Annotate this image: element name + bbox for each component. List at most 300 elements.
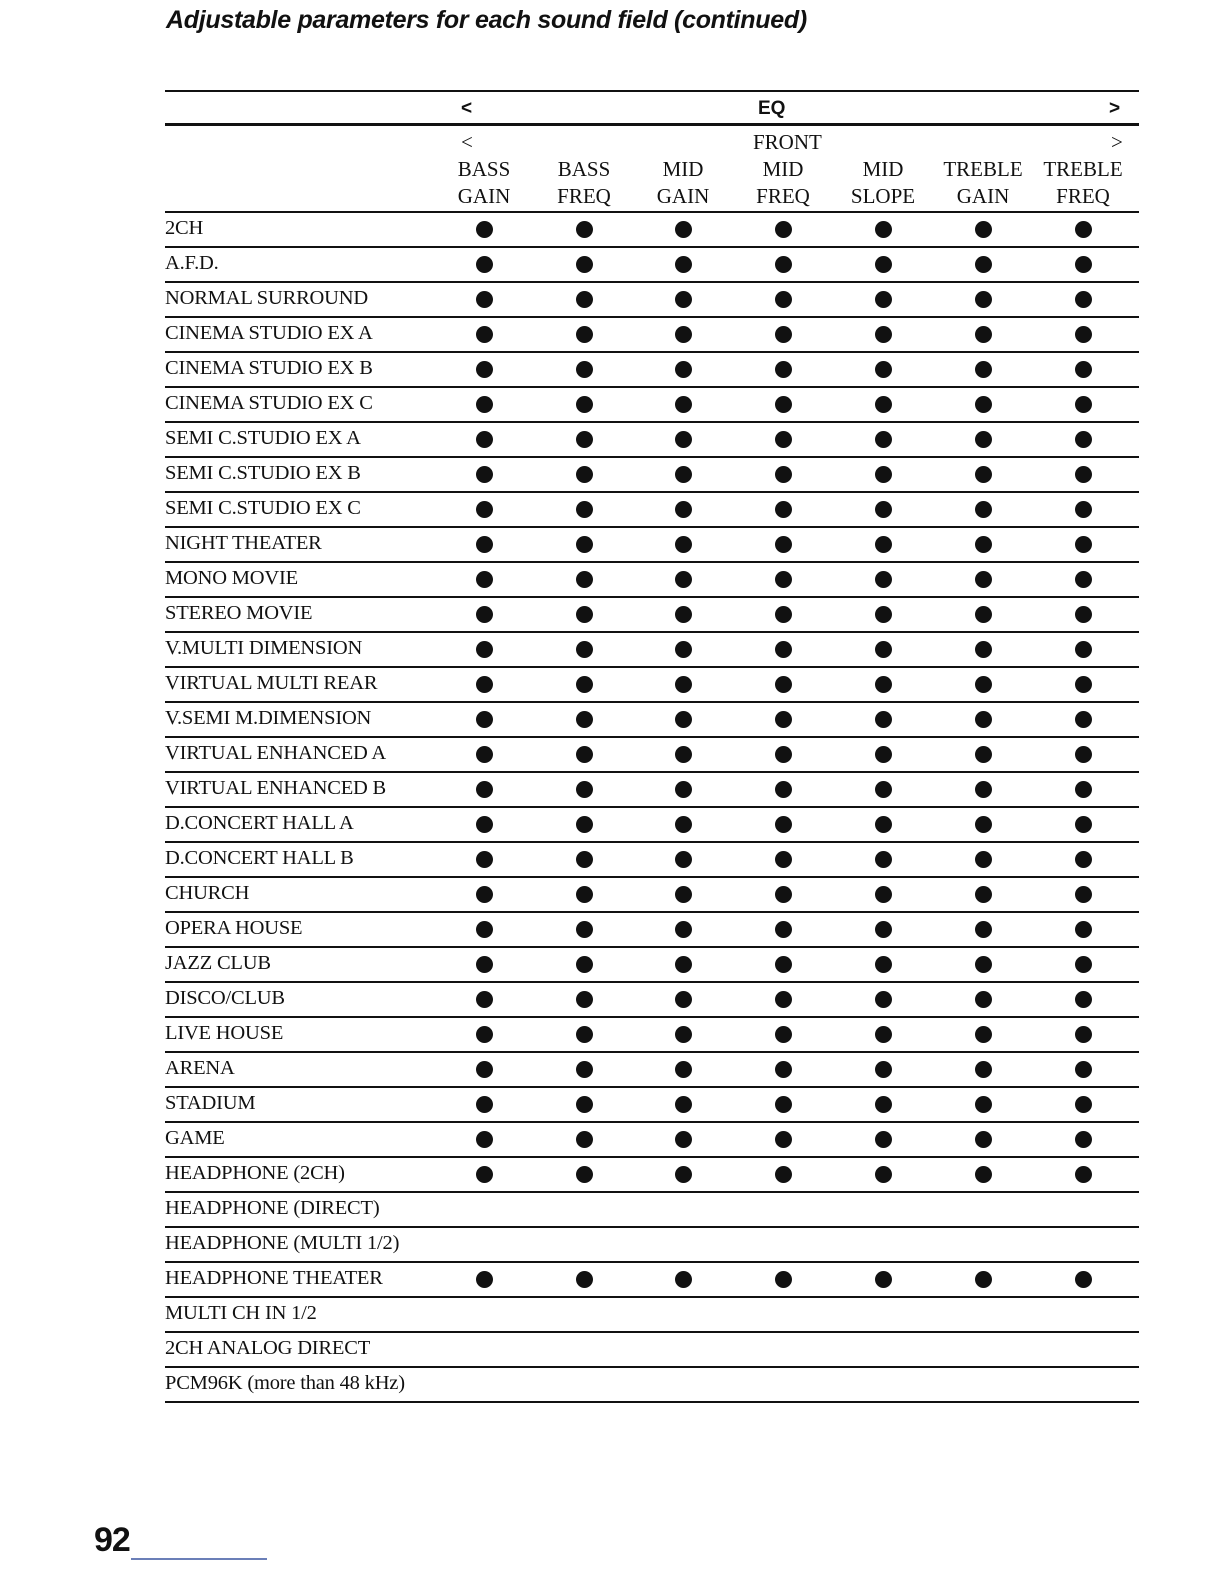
adjustable-dot-icon xyxy=(675,606,692,623)
adjustable-dot-icon xyxy=(875,1026,892,1043)
table-row xyxy=(165,563,1139,598)
column-header-line1: BASS xyxy=(457,157,511,181)
adjustable-dot-icon xyxy=(675,256,692,273)
adjustable-dot-icon xyxy=(675,746,692,763)
table-row xyxy=(165,633,1139,668)
table-row xyxy=(165,773,1139,808)
column-header-line2: FREQ xyxy=(756,184,810,208)
adjustable-dot-icon xyxy=(775,361,792,378)
adjustable-dot-icon xyxy=(476,501,493,518)
adjustable-dot-icon xyxy=(775,921,792,938)
adjustable-dot-icon xyxy=(675,1096,692,1113)
adjustable-dot-icon xyxy=(975,1166,992,1183)
adjustable-dot-icon xyxy=(675,1026,692,1043)
sound-field-label: HEADPHONE (MULTI 1/2) xyxy=(165,1232,400,1254)
adjustable-dot-icon xyxy=(775,1096,792,1113)
column-header xyxy=(933,156,1033,210)
column-header-line2: GAIN xyxy=(457,184,511,208)
column-header xyxy=(733,156,833,210)
adjustable-dot-icon xyxy=(576,326,593,343)
table-row xyxy=(165,283,1139,318)
adjustable-dot-icon xyxy=(775,1061,792,1078)
sound-field-label: A.F.D. xyxy=(165,252,219,274)
adjustable-dot-icon xyxy=(1075,1026,1092,1043)
adjustable-dot-icon xyxy=(476,431,493,448)
sound-field-label: LIVE HOUSE xyxy=(165,1022,284,1044)
adjustable-dot-icon xyxy=(476,1131,493,1148)
table-row xyxy=(165,843,1139,878)
eq-title: EQ xyxy=(758,98,786,119)
adjustable-dot-icon xyxy=(875,1061,892,1078)
adjustable-dot-icon xyxy=(675,641,692,658)
adjustable-dot-icon xyxy=(476,816,493,833)
adjustable-dot-icon xyxy=(675,396,692,413)
adjustable-dot-icon xyxy=(1075,396,1092,413)
adjustable-dot-icon xyxy=(975,1026,992,1043)
adjustable-dot-icon xyxy=(675,851,692,868)
adjustable-dot-icon xyxy=(576,536,593,553)
adjustable-dot-icon xyxy=(1075,746,1092,763)
adjustable-dot-icon xyxy=(875,1271,892,1288)
table-row xyxy=(165,1018,1139,1053)
adjustable-dot-icon xyxy=(775,396,792,413)
adjustable-dot-icon xyxy=(775,536,792,553)
adjustable-dot-icon xyxy=(775,291,792,308)
adjustable-dot-icon xyxy=(476,1096,493,1113)
adjustable-dot-icon xyxy=(875,1166,892,1183)
adjustable-dot-icon xyxy=(576,361,593,378)
table-row xyxy=(165,703,1139,738)
sound-field-label: JAZZ CLUB xyxy=(165,952,271,974)
column-header xyxy=(434,156,534,210)
table-row xyxy=(165,738,1139,773)
adjustable-dot-icon xyxy=(1075,326,1092,343)
column-header xyxy=(633,156,733,210)
sound-field-label: CINEMA STUDIO EX A xyxy=(165,322,373,344)
page-number: 92 xyxy=(94,1521,130,1559)
sound-field-label: 2CH ANALOG DIRECT xyxy=(165,1337,371,1359)
adjustable-dot-icon xyxy=(1075,641,1092,658)
adjustable-dot-icon xyxy=(975,816,992,833)
adjustable-dot-icon xyxy=(476,606,493,623)
table-row xyxy=(165,213,1139,248)
adjustable-dot-icon xyxy=(1075,991,1092,1008)
adjustable-dot-icon xyxy=(875,571,892,588)
adjustable-dot-icon xyxy=(775,641,792,658)
sound-field-label: VIRTUAL ENHANCED B xyxy=(165,777,387,799)
front-title: FRONT xyxy=(753,130,822,154)
sound-field-label: NIGHT THEATER xyxy=(165,532,322,554)
sound-field-label: STADIUM xyxy=(165,1092,256,1114)
column-header-line2: FREQ xyxy=(557,184,611,208)
table-row xyxy=(165,913,1139,948)
table-row xyxy=(165,423,1139,458)
adjustable-dot-icon xyxy=(576,1166,593,1183)
adjustable-dot-icon xyxy=(675,711,692,728)
adjustable-dot-icon xyxy=(875,746,892,763)
adjustable-dot-icon xyxy=(1075,886,1092,903)
adjustable-dot-icon xyxy=(675,1166,692,1183)
front-left-arrow: < xyxy=(461,130,473,154)
column-header-line2: GAIN xyxy=(956,184,1010,208)
adjustable-dot-icon xyxy=(476,256,493,273)
sound-field-label: D.CONCERT HALL B xyxy=(165,847,354,869)
sound-field-label: VIRTUAL MULTI REAR xyxy=(165,672,378,694)
adjustable-dot-icon xyxy=(775,1131,792,1148)
sound-field-label: CHURCH xyxy=(165,882,250,904)
adjustable-dot-icon xyxy=(775,606,792,623)
sound-field-label: VIRTUAL ENHANCED A xyxy=(165,742,387,764)
sound-field-label: SEMI C.STUDIO EX C xyxy=(165,497,361,519)
adjustable-dot-icon xyxy=(1075,431,1092,448)
adjustable-dot-icon xyxy=(775,781,792,798)
adjustable-dot-icon xyxy=(476,991,493,1008)
adjustable-dot-icon xyxy=(975,676,992,693)
column-header-line2: SLOPE xyxy=(850,184,916,208)
adjustable-dot-icon xyxy=(675,676,692,693)
adjustable-dot-icon xyxy=(576,641,593,658)
adjustable-dot-icon xyxy=(675,291,692,308)
sound-field-label: ARENA xyxy=(165,1057,235,1079)
adjustable-dot-icon xyxy=(675,1271,692,1288)
adjustable-dot-icon xyxy=(775,256,792,273)
adjustable-dot-icon xyxy=(675,501,692,518)
adjustable-dot-icon xyxy=(576,606,593,623)
adjustable-dot-icon xyxy=(1075,1271,1092,1288)
adjustable-dot-icon xyxy=(775,1026,792,1043)
adjustable-dot-icon xyxy=(975,1061,992,1078)
table-row xyxy=(165,1193,1139,1228)
adjustable-dot-icon xyxy=(476,466,493,483)
adjustable-dot-icon xyxy=(1075,501,1092,518)
adjustable-dot-icon xyxy=(775,466,792,483)
adjustable-dot-icon xyxy=(975,606,992,623)
adjustable-dot-icon xyxy=(576,501,593,518)
adjustable-dot-icon xyxy=(875,711,892,728)
adjustable-dot-icon xyxy=(675,921,692,938)
adjustable-dot-icon xyxy=(775,851,792,868)
sound-field-label: HEADPHONE (DIRECT) xyxy=(165,1197,380,1219)
adjustable-dot-icon xyxy=(1075,571,1092,588)
sound-field-label: HEADPHONE THEATER xyxy=(165,1267,383,1289)
adjustable-dot-icon xyxy=(975,536,992,553)
adjustable-dot-icon xyxy=(1075,221,1092,238)
adjustable-dot-icon xyxy=(476,746,493,763)
adjustable-dot-icon xyxy=(975,921,992,938)
table-row xyxy=(165,1088,1139,1123)
adjustable-dot-icon xyxy=(476,396,493,413)
adjustable-dot-icon xyxy=(576,711,593,728)
table-row xyxy=(165,1123,1139,1158)
adjustable-dot-icon xyxy=(875,1131,892,1148)
adjustable-dot-icon xyxy=(476,886,493,903)
adjustable-dot-icon xyxy=(576,781,593,798)
sound-field-label: PCM96K (more than 48 kHz) xyxy=(165,1372,405,1394)
adjustable-dot-icon xyxy=(476,1026,493,1043)
adjustable-dot-icon xyxy=(975,466,992,483)
adjustable-dot-icon xyxy=(1075,921,1092,938)
adjustable-dot-icon xyxy=(875,466,892,483)
table-row xyxy=(165,458,1139,493)
adjustable-dot-icon xyxy=(476,781,493,798)
adjustable-dot-icon xyxy=(875,361,892,378)
table-row xyxy=(165,668,1139,703)
adjustable-dot-icon xyxy=(775,326,792,343)
sound-field-label: V.SEMI M.DIMENSION xyxy=(165,707,372,729)
adjustable-dot-icon xyxy=(1075,1061,1092,1078)
adjustable-dot-icon xyxy=(1075,851,1092,868)
eq-left-arrow: < xyxy=(461,98,473,119)
adjustable-dot-icon xyxy=(975,711,992,728)
table-row xyxy=(165,318,1139,353)
table-row xyxy=(165,1368,1139,1403)
column-header-line1: TREBLE xyxy=(1043,157,1123,181)
adjustable-dot-icon xyxy=(975,396,992,413)
sound-field-label: DISCO/CLUB xyxy=(165,987,285,1009)
column-header xyxy=(534,156,634,210)
adjustable-dot-icon xyxy=(775,221,792,238)
adjustable-dot-icon xyxy=(875,221,892,238)
adjustable-dot-icon xyxy=(576,851,593,868)
adjustable-dot-icon xyxy=(576,746,593,763)
adjustable-dot-icon xyxy=(975,1271,992,1288)
adjustable-dot-icon xyxy=(576,676,593,693)
adjustable-dot-icon xyxy=(1075,466,1092,483)
adjustable-dot-icon xyxy=(875,606,892,623)
table-row xyxy=(165,598,1139,633)
adjustable-dot-icon xyxy=(476,921,493,938)
adjustable-dot-icon xyxy=(675,956,692,973)
adjustable-dot-icon xyxy=(476,641,493,658)
table-row xyxy=(165,248,1139,283)
adjustable-dot-icon xyxy=(576,466,593,483)
adjustable-dot-icon xyxy=(576,956,593,973)
adjustable-dot-icon xyxy=(975,1096,992,1113)
adjustable-dot-icon xyxy=(875,501,892,518)
adjustable-dot-icon xyxy=(875,816,892,833)
table-row xyxy=(165,1053,1139,1088)
sound-field-label: MONO MOVIE xyxy=(165,567,298,589)
adjustable-dot-icon xyxy=(875,431,892,448)
adjustable-dot-icon xyxy=(675,221,692,238)
adjustable-dot-icon xyxy=(576,1096,593,1113)
column-header-line1: MID xyxy=(862,157,904,181)
table-row xyxy=(165,493,1139,528)
adjustable-dot-icon xyxy=(576,1271,593,1288)
adjustable-dot-icon xyxy=(875,781,892,798)
column-header xyxy=(833,156,933,210)
sound-field-label: HEADPHONE (2CH) xyxy=(165,1162,345,1184)
adjustable-dot-icon xyxy=(476,571,493,588)
table-row xyxy=(165,528,1139,563)
front-right-arrow: > xyxy=(1111,130,1123,154)
table-row xyxy=(165,948,1139,983)
footer-divider xyxy=(131,1558,267,1560)
table-row xyxy=(165,1298,1139,1333)
eq-right-arrow: > xyxy=(1109,98,1121,119)
adjustable-dot-icon xyxy=(775,501,792,518)
adjustable-dot-icon xyxy=(576,1131,593,1148)
adjustable-dot-icon xyxy=(476,1061,493,1078)
column-header-line2: FREQ xyxy=(1056,184,1110,208)
adjustable-dot-icon xyxy=(476,326,493,343)
adjustable-dot-icon xyxy=(975,431,992,448)
adjustable-dot-icon xyxy=(476,361,493,378)
sound-field-label: V.MULTI DIMENSION xyxy=(165,637,363,659)
adjustable-dot-icon xyxy=(1075,536,1092,553)
adjustable-dot-icon xyxy=(875,396,892,413)
table-row xyxy=(165,388,1139,423)
adjustable-dot-icon xyxy=(476,711,493,728)
adjustable-dot-icon xyxy=(576,571,593,588)
column-header-line2: GAIN xyxy=(656,184,710,208)
front-group-header xyxy=(165,130,1139,152)
table-row xyxy=(165,353,1139,388)
table-row xyxy=(165,878,1139,913)
adjustable-dot-icon xyxy=(476,676,493,693)
adjustable-dot-icon xyxy=(875,536,892,553)
adjustable-dot-icon xyxy=(476,291,493,308)
adjustable-dot-icon xyxy=(675,816,692,833)
adjustable-dot-icon xyxy=(576,256,593,273)
sound-field-label: 2CH xyxy=(165,217,204,239)
adjustable-dot-icon xyxy=(975,291,992,308)
adjustable-dot-icon xyxy=(775,746,792,763)
adjustable-dot-icon xyxy=(675,1131,692,1148)
adjustable-dot-icon xyxy=(875,291,892,308)
adjustable-dot-icon xyxy=(1075,676,1092,693)
adjustable-dot-icon xyxy=(975,571,992,588)
adjustable-dot-icon xyxy=(775,431,792,448)
page-title: Adjustable parameters for each sound field (continued) xyxy=(166,6,807,34)
adjustable-dot-icon xyxy=(1075,781,1092,798)
column-header xyxy=(1033,156,1133,210)
table-row xyxy=(165,983,1139,1018)
adjustable-dot-icon xyxy=(975,501,992,518)
adjustable-dot-icon xyxy=(576,816,593,833)
adjustable-dot-icon xyxy=(675,886,692,903)
adjustable-dot-icon xyxy=(875,1096,892,1113)
eq-group-header xyxy=(165,90,1139,126)
adjustable-dot-icon xyxy=(1075,256,1092,273)
adjustable-dot-icon xyxy=(476,851,493,868)
adjustable-dot-icon xyxy=(1075,711,1092,728)
sound-field-label: D.CONCERT HALL A xyxy=(165,812,354,834)
adjustable-dot-icon xyxy=(675,361,692,378)
adjustable-dot-icon xyxy=(975,956,992,973)
adjustable-dot-icon xyxy=(775,816,792,833)
adjustable-dot-icon xyxy=(875,921,892,938)
adjustable-dot-icon xyxy=(875,991,892,1008)
adjustable-dot-icon xyxy=(975,256,992,273)
adjustable-dot-icon xyxy=(576,1061,593,1078)
adjustable-dot-icon xyxy=(975,326,992,343)
adjustable-dot-icon xyxy=(476,1271,493,1288)
sound-field-label: NORMAL SURROUND xyxy=(165,287,368,309)
adjustable-dot-icon xyxy=(975,781,992,798)
adjustable-dot-icon xyxy=(675,326,692,343)
parameter-table xyxy=(165,213,1139,1403)
sound-field-label: GAME xyxy=(165,1127,225,1149)
adjustable-dot-icon xyxy=(875,886,892,903)
adjustable-dot-icon xyxy=(875,326,892,343)
adjustable-dot-icon xyxy=(975,641,992,658)
adjustable-dot-icon xyxy=(675,431,692,448)
adjustable-dot-icon xyxy=(775,1271,792,1288)
adjustable-dot-icon xyxy=(1075,956,1092,973)
adjustable-dot-icon xyxy=(975,851,992,868)
adjustable-dot-icon xyxy=(1075,816,1092,833)
adjustable-dot-icon xyxy=(775,991,792,1008)
sound-field-label: STEREO MOVIE xyxy=(165,602,313,624)
adjustable-dot-icon xyxy=(775,571,792,588)
sound-field-label: SEMI C.STUDIO EX B xyxy=(165,462,361,484)
adjustable-dot-icon xyxy=(576,991,593,1008)
adjustable-dot-icon xyxy=(975,221,992,238)
adjustable-dot-icon xyxy=(1075,1096,1092,1113)
adjustable-dot-icon xyxy=(576,921,593,938)
adjustable-dot-icon xyxy=(875,956,892,973)
adjustable-dot-icon xyxy=(675,536,692,553)
column-header-line1: TREBLE xyxy=(943,157,1023,181)
adjustable-dot-icon xyxy=(675,571,692,588)
table-row xyxy=(165,1228,1139,1263)
adjustable-dot-icon xyxy=(576,1026,593,1043)
adjustable-dot-icon xyxy=(775,886,792,903)
sound-field-label: SEMI C.STUDIO EX A xyxy=(165,427,361,449)
adjustable-dot-icon xyxy=(775,676,792,693)
adjustable-dot-icon xyxy=(775,956,792,973)
adjustable-dot-icon xyxy=(975,1131,992,1148)
column-header-line1: MID xyxy=(762,157,804,181)
adjustable-dot-icon xyxy=(775,711,792,728)
table-row xyxy=(165,1333,1139,1368)
adjustable-dot-icon xyxy=(975,361,992,378)
adjustable-dot-icon xyxy=(975,746,992,763)
sound-field-label: OPERA HOUSE xyxy=(165,917,303,939)
adjustable-dot-icon xyxy=(576,291,593,308)
adjustable-dot-icon xyxy=(875,641,892,658)
adjustable-dot-icon xyxy=(576,396,593,413)
adjustable-dot-icon xyxy=(675,991,692,1008)
column-header-line1: BASS xyxy=(557,157,611,181)
table-row xyxy=(165,1263,1139,1298)
adjustable-dot-icon xyxy=(476,221,493,238)
adjustable-dot-icon xyxy=(975,991,992,1008)
adjustable-dot-icon xyxy=(476,956,493,973)
adjustable-dot-icon xyxy=(875,851,892,868)
adjustable-dot-icon xyxy=(1075,606,1092,623)
table-row xyxy=(165,808,1139,843)
adjustable-dot-icon xyxy=(476,536,493,553)
adjustable-dot-icon xyxy=(1075,361,1092,378)
adjustable-dot-icon xyxy=(576,431,593,448)
adjustable-dot-icon xyxy=(675,466,692,483)
adjustable-dot-icon xyxy=(675,781,692,798)
adjustable-dot-icon xyxy=(1075,1131,1092,1148)
adjustable-dot-icon xyxy=(875,676,892,693)
adjustable-dot-icon xyxy=(476,1166,493,1183)
adjustable-dot-icon xyxy=(675,1061,692,1078)
column-header-line1: MID xyxy=(662,157,704,181)
sound-field-label: CINEMA STUDIO EX C xyxy=(165,392,373,414)
sound-field-label: CINEMA STUDIO EX B xyxy=(165,357,373,379)
adjustable-dot-icon xyxy=(576,886,593,903)
adjustable-dot-icon xyxy=(1075,1166,1092,1183)
adjustable-dot-icon xyxy=(576,221,593,238)
sound-field-label: MULTI CH IN 1/2 xyxy=(165,1302,317,1324)
adjustable-dot-icon xyxy=(975,886,992,903)
